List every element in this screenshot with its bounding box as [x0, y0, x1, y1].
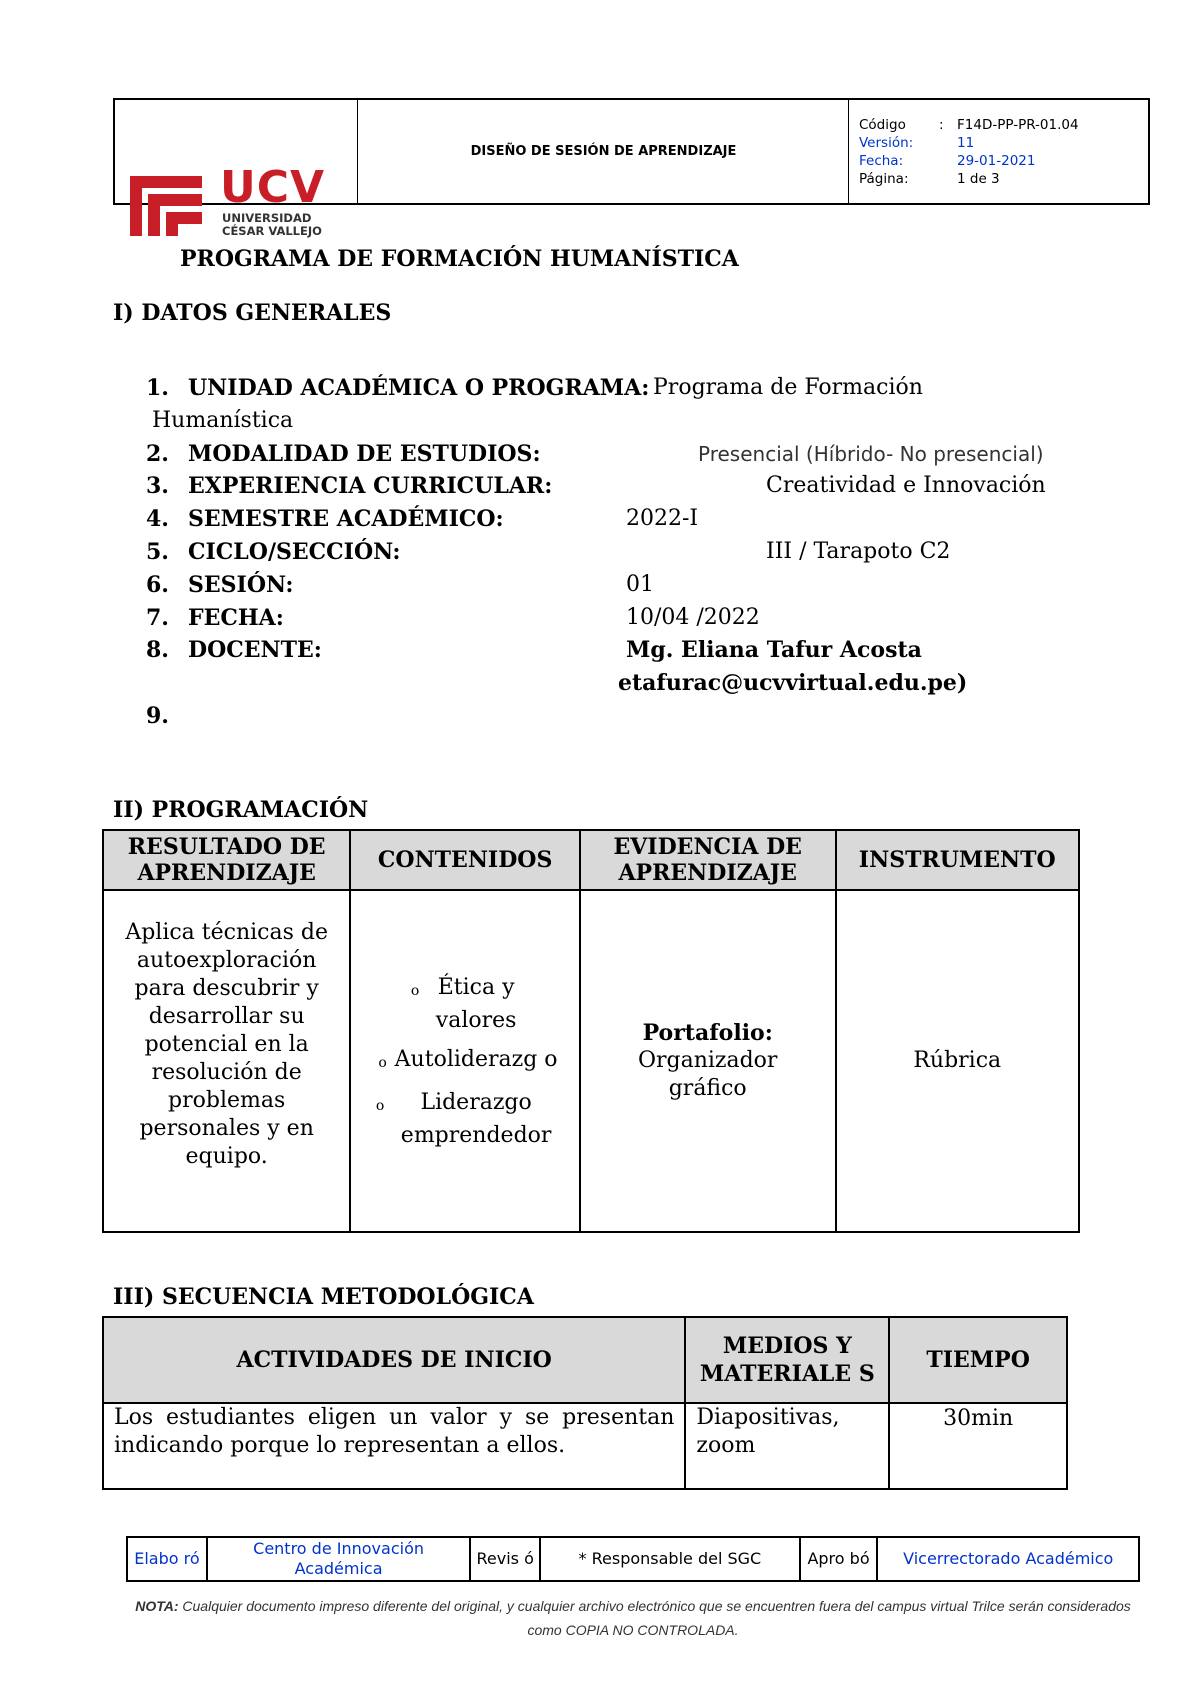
methodology-table — [102, 1316, 1068, 1490]
item-value: Mg. Eliana Tafur Acosta — [626, 637, 922, 664]
item-value: 10/04 /2022 — [626, 604, 760, 630]
ucv-logo — [128, 162, 336, 240]
item-number: 6. — [146, 571, 169, 598]
list-item — [146, 569, 1106, 602]
item-number: 9. — [146, 702, 169, 729]
list-item — [146, 634, 1106, 667]
logo-line: CÉSAR VALLEJO — [222, 224, 322, 238]
column-header: MEDIOS Y MATERIALE S — [685, 1317, 889, 1403]
list-item — [146, 667, 1106, 700]
list-item — [146, 438, 1106, 471]
item-number: 7. — [146, 604, 169, 631]
meta-value: 11 — [957, 135, 975, 151]
meta-value: F14D-PP-PR-01.04 — [957, 117, 1079, 133]
item-number: 5. — [146, 538, 169, 565]
footer-cell: Revis ó — [470, 1537, 540, 1581]
bullet-icon: o — [375, 1097, 385, 1114]
meta-value: 29-01-2021 — [957, 153, 1036, 169]
disclaimer-note — [126, 1594, 1140, 1642]
item-number: 1. — [146, 375, 169, 401]
meta-sep — [939, 134, 957, 152]
list-item — [146, 503, 1106, 536]
materials-cell: Diapositivas, zoom — [685, 1403, 889, 1489]
programming-table — [102, 829, 1080, 1233]
footer-cell: Elabo ró — [127, 1537, 207, 1581]
evidencia-title: Portafolio: — [642, 1020, 773, 1046]
header-divider — [357, 100, 358, 203]
meta-sep — [939, 152, 957, 170]
footer-cell: Centro de Innovación Académica — [207, 1537, 470, 1581]
evidencia-cell — [580, 890, 836, 1232]
table-row — [127, 1537, 1139, 1581]
item-label: UNIDAD ACADÉMICA O PROGRAMA: — [188, 375, 650, 401]
item-label: MODALIDAD DE ESTUDIOS: — [188, 440, 541, 467]
column-header: INSTRUMENTO — [836, 830, 1080, 890]
item-number: 3. — [146, 473, 169, 500]
content-item: Autoliderazg o — [394, 1046, 558, 1072]
list-item — [146, 602, 1106, 635]
content-item: Liderazgo emprendedor — [400, 1089, 552, 1148]
column-header: TIEMPO — [889, 1317, 1067, 1403]
list-item — [352, 1086, 578, 1152]
activity-cell: Los estudiantes eligen un valor y se presentan indicando porque lo representan a ellos. — [103, 1403, 685, 1489]
ucv-emblem-icon — [128, 174, 204, 238]
document-title: DISEÑO DE SESIÓN DE APRENDIZAJE — [470, 144, 737, 159]
instrumento-cell: Rúbrica — [836, 890, 1080, 1232]
item-label: EXPERIENCIA CURRICULAR: — [188, 473, 553, 500]
column-header: CONTENIDOS — [350, 830, 580, 890]
item-value: 01 — [626, 571, 654, 597]
section-title: I) DATOS GENERALES — [113, 300, 392, 326]
program-title: PROGRAMA DE FORMACIÓN HUMANÍSTICA — [180, 246, 739, 272]
footer-cell: Apro bó — [800, 1537, 878, 1581]
meta-key: Fecha: — [859, 153, 904, 169]
list-item — [352, 1043, 578, 1080]
footer-cell: * Responsable del SGC — [540, 1537, 799, 1581]
logo-text: UCV — [220, 162, 326, 213]
item-label: SEMESTRE ACADÉMICO: — [188, 506, 504, 533]
footer-cell: Vicerrectorado Académico — [877, 1537, 1139, 1581]
item-value: Humanística — [152, 407, 294, 433]
list-item — [352, 971, 578, 1037]
table-header-row — [103, 830, 1079, 890]
time-cell: 30min — [889, 1403, 1067, 1489]
table-header-row — [103, 1317, 1067, 1403]
note-text: Cualquier documento impreso diferente del original, y cualquier archivo electrónico que se encuentren fuera del campus virtual Trilce serán considerados como COPIA NO CONTROLADA. — [178, 1598, 1131, 1638]
logo-line: UNIVERSIDAD — [222, 211, 312, 225]
contenidos-cell — [350, 890, 580, 1232]
item-label: SESIÓN: — [188, 571, 294, 598]
item-number: 2. — [146, 440, 169, 467]
bullet-icon: o — [410, 982, 420, 999]
evidencia-text: Organizador gráfico — [637, 1048, 778, 1101]
table-row — [103, 890, 1079, 1232]
item-value: 2022-I — [626, 506, 699, 532]
meta-key: Código — [859, 117, 906, 133]
list-item — [146, 405, 1106, 438]
column-header: RESULTADO DE APRENDIZAJE — [103, 830, 350, 890]
list-item — [146, 536, 1106, 569]
resultado-cell: Aplica técnicas de autoexploración para descubrir y desarrollar su potencial en la resolución de problemas personales y en equipo. — [103, 890, 350, 1232]
item-label: FECHA: — [188, 604, 284, 631]
item-label: DOCENTE: — [188, 637, 322, 664]
item-value: Programa de Formación — [653, 375, 923, 400]
logo-subtitle — [222, 212, 322, 238]
column-header: EVIDENCIA DE APRENDIZAJE — [580, 830, 836, 890]
approval-footer — [126, 1536, 1140, 1582]
table-row — [103, 1403, 1067, 1489]
meta-sep — [939, 170, 957, 188]
meta-key: Página: — [859, 171, 909, 187]
column-header: ACTIVIDADES DE INICIO — [103, 1317, 685, 1403]
item-label: CICLO/SECCIÓN: — [188, 538, 401, 565]
bullet-icon: o — [378, 1054, 387, 1071]
item-number: 4. — [146, 506, 169, 533]
section-title: III) SECUENCIA METODOLÓGICA — [113, 1284, 534, 1310]
item-number: 8. — [146, 637, 169, 664]
list-item — [146, 470, 1106, 503]
content-item: Ética y valores — [435, 974, 517, 1033]
item-value: Presencial (Híbrido- No presencial) — [698, 441, 1044, 466]
document-meta — [859, 116, 1079, 188]
meta-value: 1 de 3 — [957, 171, 1000, 187]
meta-key: Versión: — [859, 135, 914, 151]
item-value: etafurac@ucvvirtual.edu.pe) — [618, 670, 968, 697]
meta-sep: : — [939, 117, 944, 133]
item-value: Creatividad e Innovación — [766, 473, 1046, 499]
header-divider — [848, 100, 849, 203]
note-label: NOTA: — [135, 1598, 179, 1614]
item-value: III / Tarapoto C2 — [766, 538, 951, 564]
section-title: II) PROGRAMACIÓN — [113, 797, 369, 823]
list-item — [146, 700, 1106, 733]
list-item — [146, 372, 1106, 405]
general-data-list — [146, 372, 1106, 733]
